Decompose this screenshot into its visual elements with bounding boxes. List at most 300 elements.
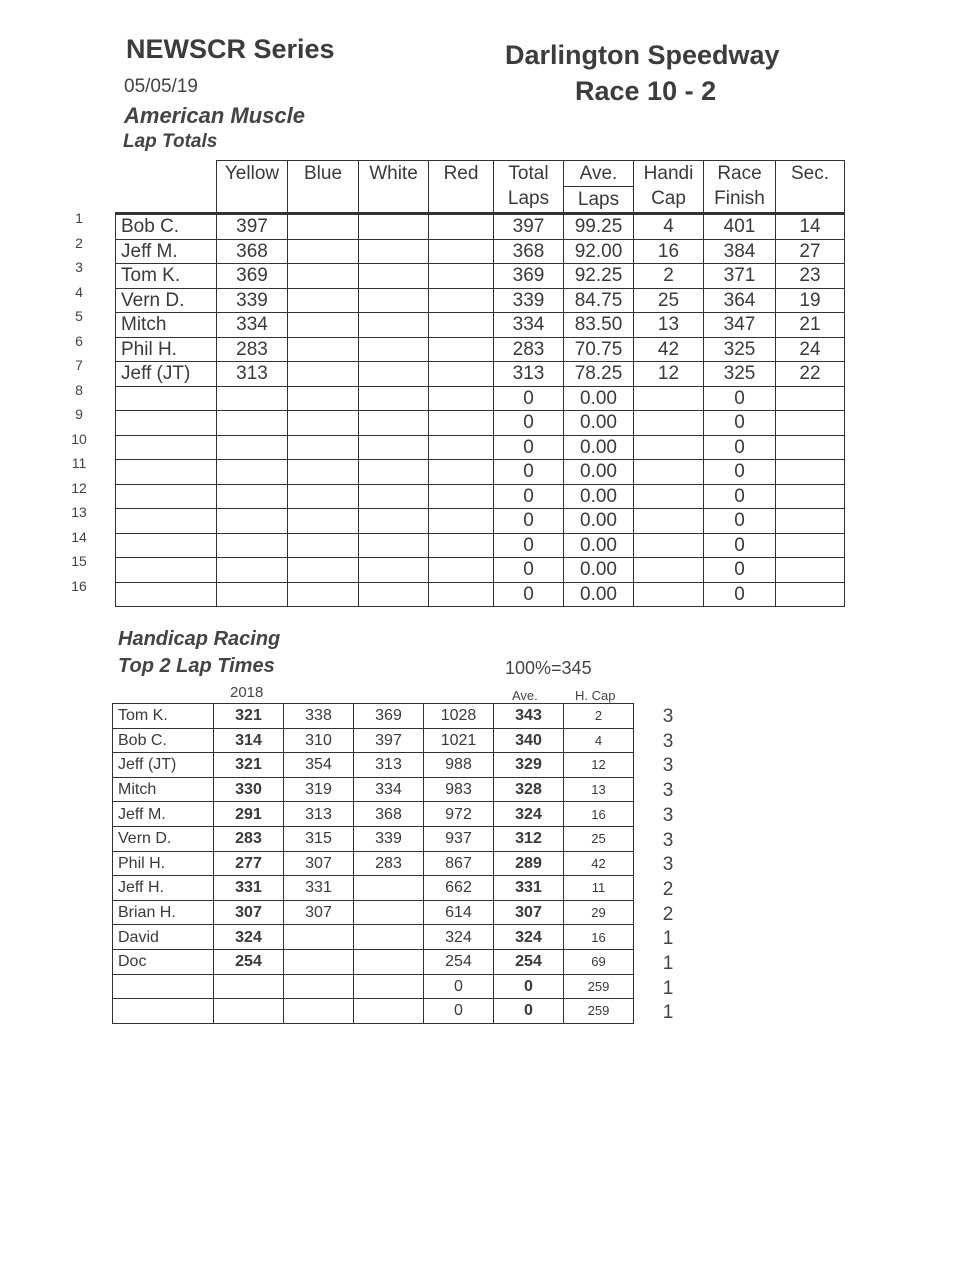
row-number: 15 [71, 553, 87, 569]
total-laps-cell: 0 [494, 509, 564, 534]
total-time-cell: 1021 [424, 728, 494, 753]
red-laps-cell [429, 214, 494, 240]
race-date: 05/05/19 [124, 76, 198, 97]
race-count: 3 [662, 730, 674, 752]
ave-laps-cell: 70.75 [564, 337, 634, 362]
total-laps-cell: 334 [494, 313, 564, 338]
blue-laps-cell [288, 509, 359, 534]
handicap-cell: 16 [634, 239, 704, 264]
handicap-cell [634, 435, 704, 460]
lap-time-2-cell [284, 974, 354, 999]
ave-laps-cell: 92.00 [564, 239, 634, 264]
handicap-row [113, 753, 634, 778]
ave-laps-cell: 99.25 [564, 214, 634, 240]
white-laps-cell [359, 509, 429, 534]
handicap-row [113, 851, 634, 876]
lap-row [116, 386, 845, 411]
race-finish-cell: 364 [704, 288, 776, 313]
lap-time-2-cell: 354 [284, 753, 354, 778]
white-laps-cell [359, 386, 429, 411]
handicap-header [634, 161, 704, 214]
handicap-cell: 4 [564, 728, 634, 753]
lap-row [116, 313, 845, 338]
handicap-cell: 2 [634, 264, 704, 289]
white-laps-cell [359, 288, 429, 313]
red-laps-cell [429, 313, 494, 338]
handicap-title: Handicap Racing [118, 628, 281, 650]
lap-time-2-cell: 331 [284, 876, 354, 901]
red-laps-cell [429, 337, 494, 362]
race-count: 3 [662, 829, 674, 851]
handicap-cell [634, 533, 704, 558]
race-finish-cell: 325 [704, 362, 776, 387]
driver-name-cell [116, 582, 217, 607]
sec-cell: 22 [776, 362, 845, 387]
lap-time-2018-cell: 330 [214, 777, 284, 802]
total-laps-cell: 0 [494, 435, 564, 460]
ave-laps-cell: 0.00 [564, 558, 634, 583]
driver-name-cell: Mitch [113, 777, 214, 802]
yellow-laps-cell [217, 582, 288, 607]
handicap-cell: 42 [564, 851, 634, 876]
lap-time-2-cell: 315 [284, 826, 354, 851]
race-count: 1 [662, 1002, 674, 1024]
red-laps-cell [429, 288, 494, 313]
ave-laps-cell: 0.00 [564, 484, 634, 509]
yellow-laps-cell: 369 [217, 264, 288, 289]
row-number: 2 [75, 234, 83, 251]
lap-time-2-cell: 313 [284, 802, 354, 827]
handicap-cell: 29 [564, 900, 634, 925]
blue-laps-cell [288, 386, 359, 411]
lap-time-2-cell: 319 [284, 777, 354, 802]
race-finish-cell: 371 [704, 264, 776, 289]
yellow-laps-cell [217, 484, 288, 509]
race-finish-cell: 0 [704, 435, 776, 460]
yellow-laps-cell: 339 [217, 288, 288, 313]
ave-header-line1: Ave. [579, 163, 618, 184]
lap-time-3-cell: 339 [354, 826, 424, 851]
total-time-cell: 254 [424, 949, 494, 974]
average-time-cell: 307 [494, 900, 564, 925]
lap-row [116, 337, 845, 362]
lap-time-2-cell: 338 [284, 704, 354, 729]
ave-laps-cell: 0.00 [564, 435, 634, 460]
sec-cell: 23 [776, 264, 845, 289]
blue-laps-cell [288, 288, 359, 313]
ave-laps-cell: 0.00 [564, 411, 634, 436]
yellow-laps-cell [217, 509, 288, 534]
race-finish-cell: 0 [704, 484, 776, 509]
red-laps-cell [429, 435, 494, 460]
total-header-line2: Laps [507, 188, 550, 209]
driver-name-cell [113, 974, 214, 999]
sec-cell: 21 [776, 313, 845, 338]
hcap-label: H. Cap [575, 688, 616, 703]
white-laps-cell [359, 533, 429, 558]
lap-time-3-cell: 283 [354, 851, 424, 876]
blue-laps-cell [288, 337, 359, 362]
sec-cell [776, 460, 845, 485]
handicap-cell [634, 411, 704, 436]
lap-time-2018-cell: 291 [214, 802, 284, 827]
lap-row [116, 509, 845, 534]
row-number: 8 [75, 381, 83, 398]
total-time-cell: 988 [424, 753, 494, 778]
sec-cell: 19 [776, 288, 845, 313]
track-name: Darlington Speedway [505, 40, 780, 70]
total-laps-cell: 0 [494, 460, 564, 485]
driver-name-cell: Jeff (JT) [116, 362, 217, 387]
handicap-cell: 16 [564, 802, 634, 827]
lap-time-2-cell: 307 [284, 851, 354, 876]
average-time-cell: 0 [494, 999, 564, 1024]
handi-header-line2: Cap [651, 188, 686, 209]
white-laps-cell [359, 582, 429, 607]
row-number: 9 [75, 406, 83, 422]
handicap-row [113, 974, 634, 999]
row-number: 16 [71, 577, 87, 594]
handicap-cell [634, 558, 704, 583]
row-number: 11 [71, 455, 87, 471]
yellow-laps-cell [217, 435, 288, 460]
race-header-line2: Finish [714, 188, 765, 209]
driver-name-cell: David [113, 925, 214, 950]
average-time-cell: 331 [494, 876, 564, 901]
handicap-cell: 13 [634, 313, 704, 338]
total-laps-cell: 339 [494, 288, 564, 313]
lap-time-2018-cell: 331 [214, 876, 284, 901]
handicap-row [113, 900, 634, 925]
total-laps-cell: 397 [494, 214, 564, 240]
red-laps-cell [429, 386, 494, 411]
yellow-laps-cell: 283 [217, 337, 288, 362]
average-time-cell: 343 [494, 704, 564, 729]
handicap-row [113, 777, 634, 802]
blue-laps-cell [288, 239, 359, 264]
lap-time-2-cell: 310 [284, 728, 354, 753]
red-laps-cell [429, 533, 494, 558]
class-name: American Muscle [124, 103, 305, 128]
handicap-table [112, 703, 634, 1024]
total-time-cell: 1028 [424, 704, 494, 729]
race-count: 2 [662, 903, 674, 925]
lap-time-3-cell [354, 949, 424, 974]
race-count: 1 [662, 928, 674, 950]
driver-name-cell: Tom K. [116, 264, 217, 289]
race-finish-cell: 384 [704, 239, 776, 264]
total-time-cell: 0 [424, 974, 494, 999]
sec-cell [776, 411, 845, 436]
race-count: 1 [662, 977, 674, 999]
red-laps-cell [429, 239, 494, 264]
handicap-cell [634, 386, 704, 411]
red-laps-cell [429, 582, 494, 607]
lap-time-3-cell [354, 974, 424, 999]
driver-name-cell [116, 558, 217, 583]
red-laps-cell [429, 484, 494, 509]
total-time-cell: 937 [424, 826, 494, 851]
row-number: 7 [75, 357, 83, 373]
blue-laps-cell [288, 435, 359, 460]
race-count: 3 [662, 755, 674, 777]
total-laps-cell: 0 [494, 533, 564, 558]
driver-name-cell: Jeff (JT) [113, 753, 214, 778]
lap-time-3-cell: 313 [354, 753, 424, 778]
handicap-row [113, 728, 634, 753]
series-title: NEWSCR Series [126, 34, 335, 64]
sec-cell [776, 582, 845, 607]
ave-label: Ave. [512, 688, 538, 703]
handicap-cell: 4 [634, 214, 704, 240]
race-finish-cell: 0 [704, 582, 776, 607]
lap-row [116, 264, 845, 289]
red-laps-cell [429, 558, 494, 583]
race-finish-cell: 0 [704, 460, 776, 485]
blue-laps-cell [288, 313, 359, 338]
sec-cell [776, 386, 845, 411]
blue-laps-cell [288, 362, 359, 387]
blue-header: Blue [288, 161, 359, 214]
driver-name-cell [116, 533, 217, 558]
sec-cell [776, 558, 845, 583]
white-laps-cell [359, 558, 429, 583]
yellow-laps-cell [217, 411, 288, 436]
lap-time-2018-cell: 283 [214, 826, 284, 851]
race-finish-cell: 325 [704, 337, 776, 362]
red-laps-cell [429, 362, 494, 387]
total-laps-cell: 283 [494, 337, 564, 362]
driver-name-cell: Jeff M. [113, 802, 214, 827]
yellow-laps-cell [217, 460, 288, 485]
yellow-laps-cell: 334 [217, 313, 288, 338]
lap-time-3-cell: 397 [354, 728, 424, 753]
lap-row [116, 411, 845, 436]
handicap-cell [634, 582, 704, 607]
sec-cell: 24 [776, 337, 845, 362]
handi-header-line1: Handi [643, 163, 694, 184]
lap-row [116, 558, 845, 583]
handicap-cell [634, 460, 704, 485]
name-header [116, 161, 217, 214]
blue-laps-cell [288, 411, 359, 436]
driver-name-cell: Tom K. [113, 704, 214, 729]
hundred-percent-label: 100%=345 [505, 658, 592, 678]
race-count: 3 [662, 854, 674, 876]
race-finish-cell: 0 [704, 411, 776, 436]
lap-time-3-cell [354, 999, 424, 1024]
handicap-row [113, 826, 634, 851]
row-number: 5 [75, 308, 83, 324]
sec-cell [776, 435, 845, 460]
total-laps-cell: 0 [494, 558, 564, 583]
lap-time-2018-cell: 254 [214, 949, 284, 974]
lap-row [116, 239, 845, 264]
driver-name-cell: Mitch [116, 313, 217, 338]
handicap-row [113, 999, 634, 1024]
lap-time-2018-cell: 321 [214, 753, 284, 778]
driver-name-cell [116, 460, 217, 485]
handicap-cell: 259 [564, 974, 634, 999]
section-title: Lap Totals [123, 131, 218, 152]
total-laps-cell: 0 [494, 386, 564, 411]
ave-laps-cell: 0.00 [564, 386, 634, 411]
row-number: 10 [71, 430, 87, 447]
handicap-row [113, 925, 634, 950]
total-laps-cell: 0 [494, 484, 564, 509]
driver-name-cell: Vern D. [113, 826, 214, 851]
lap-row [116, 460, 845, 485]
red-laps-cell [429, 460, 494, 485]
blue-laps-cell [288, 558, 359, 583]
white-laps-cell [359, 239, 429, 264]
driver-name-cell: Jeff H. [113, 876, 214, 901]
average-time-cell: 324 [494, 925, 564, 950]
driver-name-cell [116, 484, 217, 509]
sec-cell: 14 [776, 214, 845, 240]
lap-time-2018-cell [214, 999, 284, 1024]
white-laps-cell [359, 435, 429, 460]
lap-time-3-cell: 334 [354, 777, 424, 802]
ave-laps-cell: 92.25 [564, 264, 634, 289]
sec-cell [776, 484, 845, 509]
lap-time-2-cell [284, 999, 354, 1024]
race-count: 2 [662, 878, 674, 900]
lap-time-3-cell [354, 876, 424, 901]
lap-time-2-cell [284, 949, 354, 974]
ave-laps-cell: 84.75 [564, 288, 634, 313]
lap-time-2018-cell: 321 [214, 704, 284, 729]
race-finish-header [704, 161, 776, 214]
average-time-cell: 254 [494, 949, 564, 974]
handicap-row [113, 949, 634, 974]
lap-time-2018-cell [214, 974, 284, 999]
red-laps-cell [429, 411, 494, 436]
ave-laps-cell: 0.00 [564, 533, 634, 558]
lap-time-3-cell: 368 [354, 802, 424, 827]
handicap-cell [634, 509, 704, 534]
handicap-cell: 25 [564, 826, 634, 851]
average-time-cell: 324 [494, 802, 564, 827]
handicap-cell: 13 [564, 777, 634, 802]
total-time-cell: 0 [424, 999, 494, 1024]
driver-name-cell [113, 999, 214, 1024]
ave-laps-cell: 83.50 [564, 313, 634, 338]
lap-row [116, 582, 845, 607]
driver-name-cell: Doc [113, 949, 214, 974]
driver-name-cell [116, 509, 217, 534]
ave-laps-cell: 78.25 [564, 362, 634, 387]
total-time-cell: 867 [424, 851, 494, 876]
row-number: 14 [71, 528, 87, 545]
red-header: Red [429, 161, 494, 214]
blue-laps-cell [288, 214, 359, 240]
row-number: 6 [75, 332, 83, 349]
average-time-cell: 289 [494, 851, 564, 876]
lap-row [116, 435, 845, 460]
year-label: 2018 [230, 684, 264, 701]
average-time-cell: 340 [494, 728, 564, 753]
white-laps-cell [359, 214, 429, 240]
race-finish-cell: 0 [704, 509, 776, 534]
race-count: 3 [662, 804, 674, 826]
total-laps-cell: 0 [494, 582, 564, 607]
driver-name-cell: Bob C. [113, 728, 214, 753]
lap-time-3-cell [354, 900, 424, 925]
total-laps-cell: 369 [494, 264, 564, 289]
lap-row [116, 533, 845, 558]
sec-cell [776, 533, 845, 558]
driver-name-cell: Vern D. [116, 288, 217, 313]
race-count: 1 [662, 953, 674, 974]
blue-laps-cell [288, 264, 359, 289]
handicap-cell [634, 484, 704, 509]
yellow-laps-cell: 313 [217, 362, 288, 387]
row-number: 12 [71, 479, 87, 496]
blue-laps-cell [288, 582, 359, 607]
white-laps-cell [359, 460, 429, 485]
total-time-cell: 662 [424, 876, 494, 901]
total-time-cell: 614 [424, 900, 494, 925]
blue-laps-cell [288, 460, 359, 485]
blue-laps-cell [288, 484, 359, 509]
total-laps-cell: 368 [494, 239, 564, 264]
ave-header-line2: Laps [563, 186, 634, 212]
lap-row [116, 362, 845, 387]
row-number: 13 [71, 504, 87, 520]
yellow-laps-cell: 397 [217, 214, 288, 240]
handicap-row [113, 704, 634, 729]
race-count: 3 [662, 706, 674, 727]
handicap-cell: 25 [634, 288, 704, 313]
driver-name-cell: Jeff M. [116, 239, 217, 264]
lap-time-3-cell [354, 925, 424, 950]
white-laps-cell [359, 313, 429, 338]
handicap-cell: 11 [564, 876, 634, 901]
ave-laps-cell: 0.00 [564, 582, 634, 607]
lap-time-3-cell: 369 [354, 704, 424, 729]
yellow-laps-cell [217, 558, 288, 583]
row-number: 1 [75, 210, 83, 226]
white-laps-cell [359, 362, 429, 387]
handicap-cell: 12 [634, 362, 704, 387]
handicap-cell: 42 [634, 337, 704, 362]
driver-name-cell [116, 411, 217, 436]
race-finish-cell: 0 [704, 533, 776, 558]
total-time-cell: 983 [424, 777, 494, 802]
handicap-cell: 2 [564, 704, 634, 729]
driver-name-cell: Phil H. [113, 851, 214, 876]
lap-time-2-cell: 307 [284, 900, 354, 925]
lap-time-2018-cell: 277 [214, 851, 284, 876]
race-finish-cell: 0 [704, 558, 776, 583]
average-time-cell: 312 [494, 826, 564, 851]
lap-time-2-cell [284, 925, 354, 950]
race-finish-cell: 0 [704, 386, 776, 411]
ave-laps-cell: 0.00 [564, 509, 634, 534]
driver-name-cell: Brian H. [113, 900, 214, 925]
yellow-header: Yellow [217, 161, 288, 214]
lap-totals-table [115, 160, 845, 607]
handicap-row [113, 802, 634, 827]
sec-cell: 27 [776, 239, 845, 264]
average-time-cell: 0 [494, 974, 564, 999]
white-laps-cell [359, 411, 429, 436]
sec-cell [776, 509, 845, 534]
row-number: 4 [75, 283, 83, 300]
white-laps-cell [359, 337, 429, 362]
total-laps-cell: 313 [494, 362, 564, 387]
